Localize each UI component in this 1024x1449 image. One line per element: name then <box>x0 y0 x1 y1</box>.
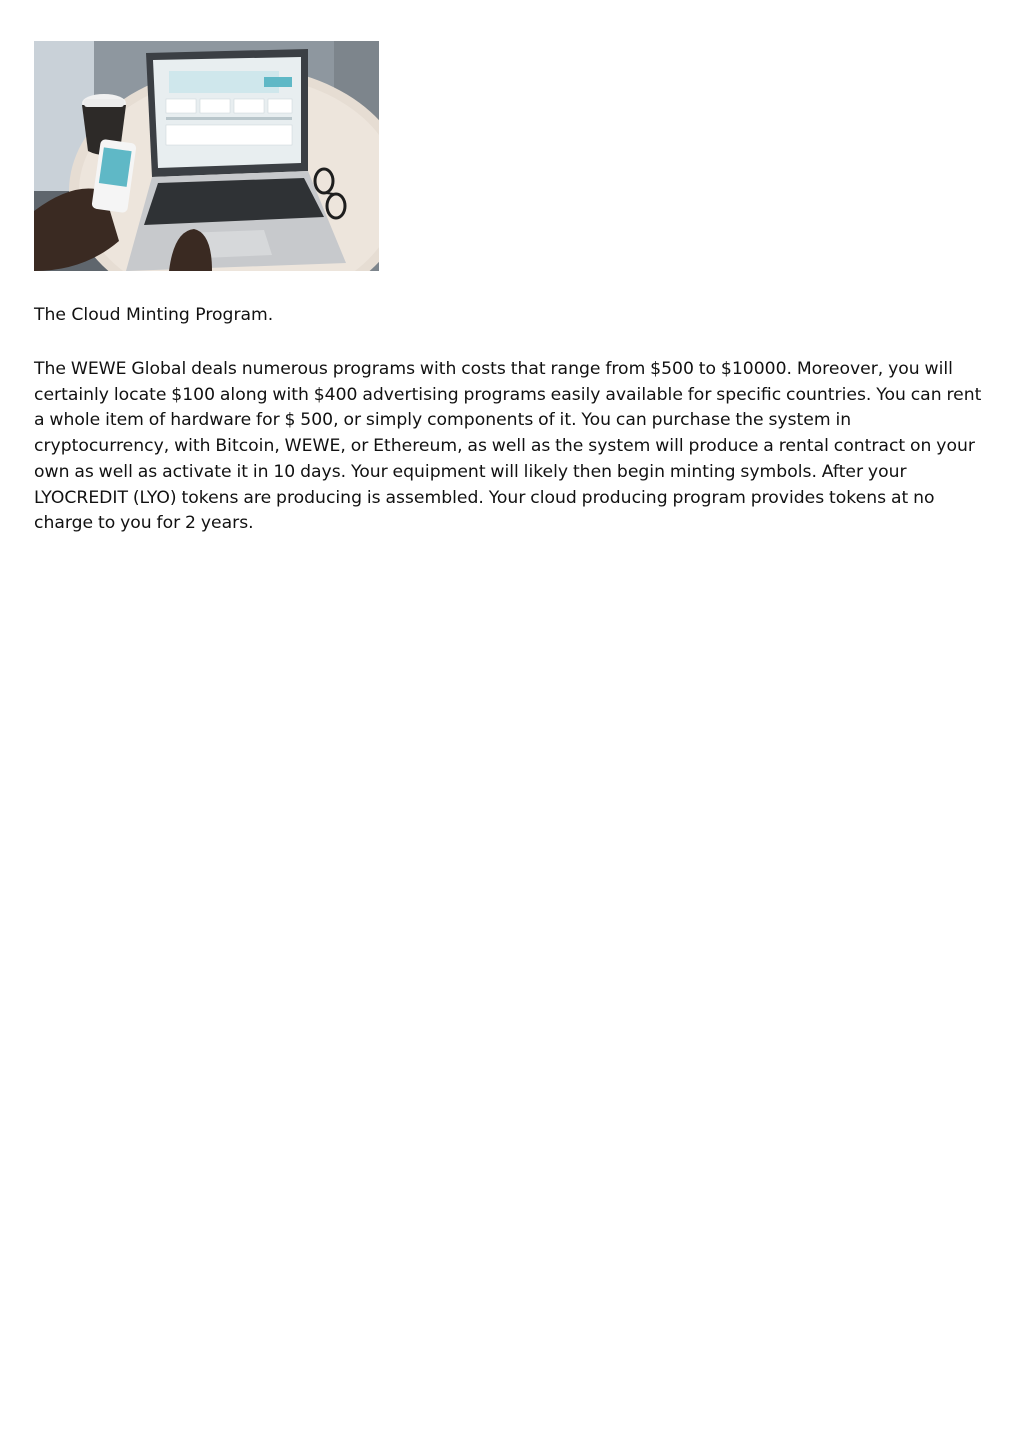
article-heading: The Cloud Minting Program. <box>34 305 274 325</box>
article-paragraph: The WEWE Global deals numerous programs with costs that range from $500 to $10000. Moreover, you will certainly locate $100 along with $400 advertising programs easily available for specific countries. You can rent a whole item of hardware for $ 500, or simply components of it. You can purchase the system in cryptocurrency, with Bitcoin, WEWE, or Ethereum, as well as the system will produce a rental contract on your own as well as activate it in 10 days. Your equipment will likely then begin minting symbols. After your LYOCREDIT (LYO) tokens are producing is assembled. Your cloud producing program provides tokens at no charge to you for 2 years. <box>34 359 982 534</box>
article-photo <box>34 41 379 271</box>
laptop-desk-illustration <box>34 41 379 271</box>
